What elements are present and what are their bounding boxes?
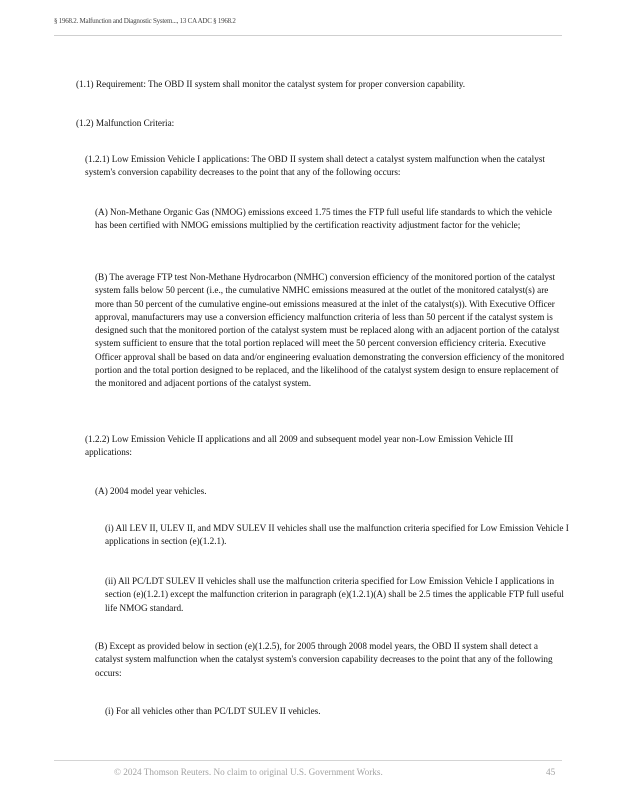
paragraph-1-2-1-b-nmhc: (B) The average FTP test Non-Methane Hydrocarbon (NMHC) conversion efficiency of the monitored portion of the catalyst system falls below 50 percent (i.e., the cumulative NMHC emissions measured at the outlet of the monitored catalyst(s) are more than 50 percent of the cumulative engine-out emissions measured at the inlet of the catalyst(s)). With Executive Officer approval, manufacturers may use a conversion efficiency malfunction criteria of less than 50 percent if the catalyst system is designed such that the monitored portion of the catalyst system must be replaced along with an adjacent portion of the catalyst system sufficient to ensure that the total portion replaced will meet the 50 percent conversion efficiency criteria. Executive Officer approval shall be based on data and/or engineering evaluation demonstrating the conversion efficiency of the monitored portion and the total portion designed to be replaced, and the likelihood of the catalyst system design to ensure replacement of the monitored and adjacent portions of the catalyst system.	[95, 272, 565, 389]
paragraph-1-2-1-lev-i: (1.2.1) Low Emission Vehicle I applications: The OBD II system shall detect a catalyst system malfunction when the catalyst system's conversion capability decreases to the point that any of the following occurs:	[85, 154, 545, 178]
paragraph-1-2-2-lev-ii: (1.2.2) Low Emission Vehicle II applications and all 2009 and subsequent model year non-Low Emission Vehicle III applications:	[85, 434, 514, 458]
paragraph-1-2-2-a-ii: (ii) All PC/LDT SULEV II vehicles shall use the malfunction criteria specified for Low Emission Vehicle I applications in section (e)(1.2.1) except the malfunction criterion in paragraph (e)(1.2.1)(A) shall be 2.5 times the applicable FTP full useful life NMOG standard.	[105, 576, 564, 613]
paragraph-1-2-2-b-i: (i) For all vehicles other than PC/LDT SULEV II vehicles.	[105, 706, 321, 716]
header-divider	[54, 35, 562, 36]
paragraph-1-1-requirement: (1.1) Requirement: The OBD II system shall monitor the catalyst system for proper conversion capability.	[76, 79, 466, 89]
footer-copyright: © 2024 Thomson Reuters. No claim to original U.S. Government Works.	[114, 767, 383, 777]
paragraph-1-2-2-a-i: (i) All LEV II, ULEV II, and MDV SULEV II vehicles shall use the malfunction criteria specified for Low Emission Vehicle I applications in section (e)(1.2.1).	[105, 523, 569, 547]
running-header-citation: § 1968.2. Malfunction and Diagnostic System..., 13 CA ADC § 1968.2	[54, 17, 236, 25]
paragraph-1-2-2-a-2004: (A) 2004 model year vehicles.	[95, 486, 207, 496]
paragraph-1-2-1-a-nmog: (A) Non-Methane Organic Gas (NMOG) emissions exceed 1.75 times the FTP full useful life standards to which the vehicle has been certified with NMOG emissions multiplied by the certification reactivity adjustment factor for the vehicle;	[95, 207, 552, 231]
paragraph-1-2-malfunction-criteria: (1.2) Malfunction Criteria:	[76, 118, 175, 128]
page-number: 45	[546, 767, 556, 777]
footer-divider	[54, 760, 562, 761]
paragraph-1-2-2-b: (B) Except as provided below in section (e)(1.2.5), for 2005 through 2008 model years, the OBD II system shall detect a catalyst system malfunction when the catalyst system's conversion capability decreases to the point that any of the following occurs:	[95, 641, 553, 678]
